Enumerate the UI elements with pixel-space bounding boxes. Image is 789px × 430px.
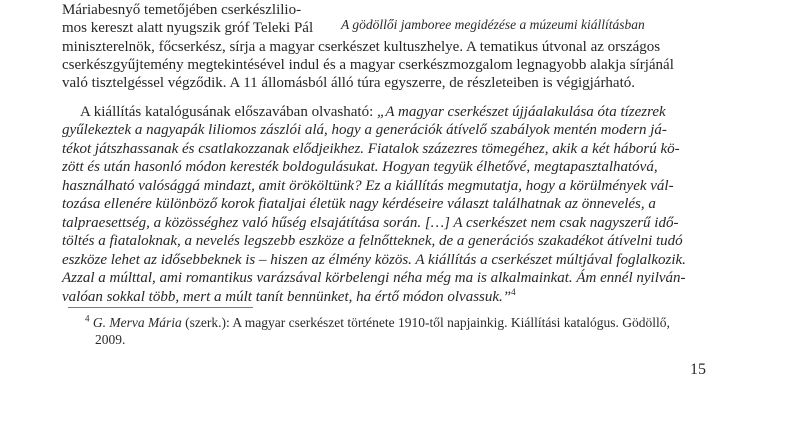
paragraph-1-line-3: miniszterelnök, főcserkész, sírja a magyar cserkészet kultuszhelye. A tematikus útvonal az országos bbox=[62, 39, 661, 55]
quote-text: „A magyar cserkészet újjáalakulása óta tízezrek bbox=[377, 104, 666, 120]
footnote-separator bbox=[68, 307, 253, 308]
paragraph-1-line-5: való tisztelgéssel végződik. A 11 állomásból álló túra egyszerre, de részleteiben is végigjárható. bbox=[62, 75, 636, 91]
paragraph-2-line-8: töltés a fiataloknak, a nevelés legszebb eszköze a felnőtteknek, de a generációs szakadékot átívelni tudó bbox=[62, 233, 683, 249]
paragraph-2-intro: A kiállítás katalógusának előszavában olvasható: bbox=[80, 104, 377, 120]
footnote-number: 4 bbox=[85, 313, 90, 324]
paragraph-2-line-9: eszköze lehet az idősebbeknek is – hiszen az élmény közös. A kiállítás a cserkészet múltjával foglalkozik. bbox=[62, 252, 686, 268]
paragraph-2-line-1 bbox=[80, 103, 666, 121]
footnote-line-2: 2009. bbox=[95, 332, 126, 347]
paragraph-1-line-2: mos kereszt alatt nyugszik gróf Teleki Pál bbox=[62, 20, 314, 36]
paragraph-2-line-6: tozása ellenére különböző korok fiataljai életük nagy kérdéseire választ találhatnak az önnevelés, a bbox=[62, 196, 656, 212]
paragraph-2-line-7: talpraesettség, a közösséghez való hűség elsajátítása során. […] A cserkészet nem csak nagyszerű idő- bbox=[62, 215, 679, 231]
quote-end: valóan sokkal több, mert a múlt tanít bennünket, ha értő módon olvassuk.” bbox=[62, 289, 512, 305]
image-caption: A gödöllői jamboree megidézése a múzeumi kiállításban bbox=[341, 17, 645, 32]
footnote-text: (szerk.): A magyar cserkészet története 1910-től napjainkig. Kiállítási katalógus. Gödöllő, bbox=[181, 315, 670, 330]
paragraph-2-line-3: tékot játszhassanak és csatlakozzanak elődjeikhez. Fiatalok százezres tömegéhez, akik a két háború kö- bbox=[62, 141, 680, 157]
paragraph-2-line-11 bbox=[62, 288, 516, 306]
footnote-line-1 bbox=[85, 314, 670, 331]
paragraph-2-line-10: Azzal a múlttal, ami romantikus varázsával körbelengi néha még ma is alkalmainkat. Ám ennél nyilván- bbox=[62, 270, 686, 286]
paragraph-1-line-1: Máriabesnyő temetőjében cserkészlilio- bbox=[62, 2, 302, 18]
paragraph-1-line-4: cserkészgyűjtemény megtekintésével indul és a magyar cserkészmozgalom legnagyobb alakja sírjánál bbox=[62, 57, 674, 73]
paragraph-2-line-5: használható valósággá mindazt, amit örököltünk? Ez a kiállítás megmutatja, hogy a körülmények vál- bbox=[62, 178, 674, 194]
paragraph-2-line-2: gyűlekeztek a nagyapák liliomos zászlói alá, hogy a generációk átívelő szabályok mentén modern já- bbox=[62, 122, 667, 138]
footnote-marker: 4 bbox=[511, 287, 516, 297]
page-number: 15 bbox=[690, 361, 706, 378]
paragraph-2-line-4: zött és után hasonló módon keresték boldogulásukat. Hogyan tegyük élhetővé, megtapasztalhatóvá, bbox=[62, 159, 658, 175]
footnote-author: G. Merva Mária bbox=[92, 315, 182, 330]
